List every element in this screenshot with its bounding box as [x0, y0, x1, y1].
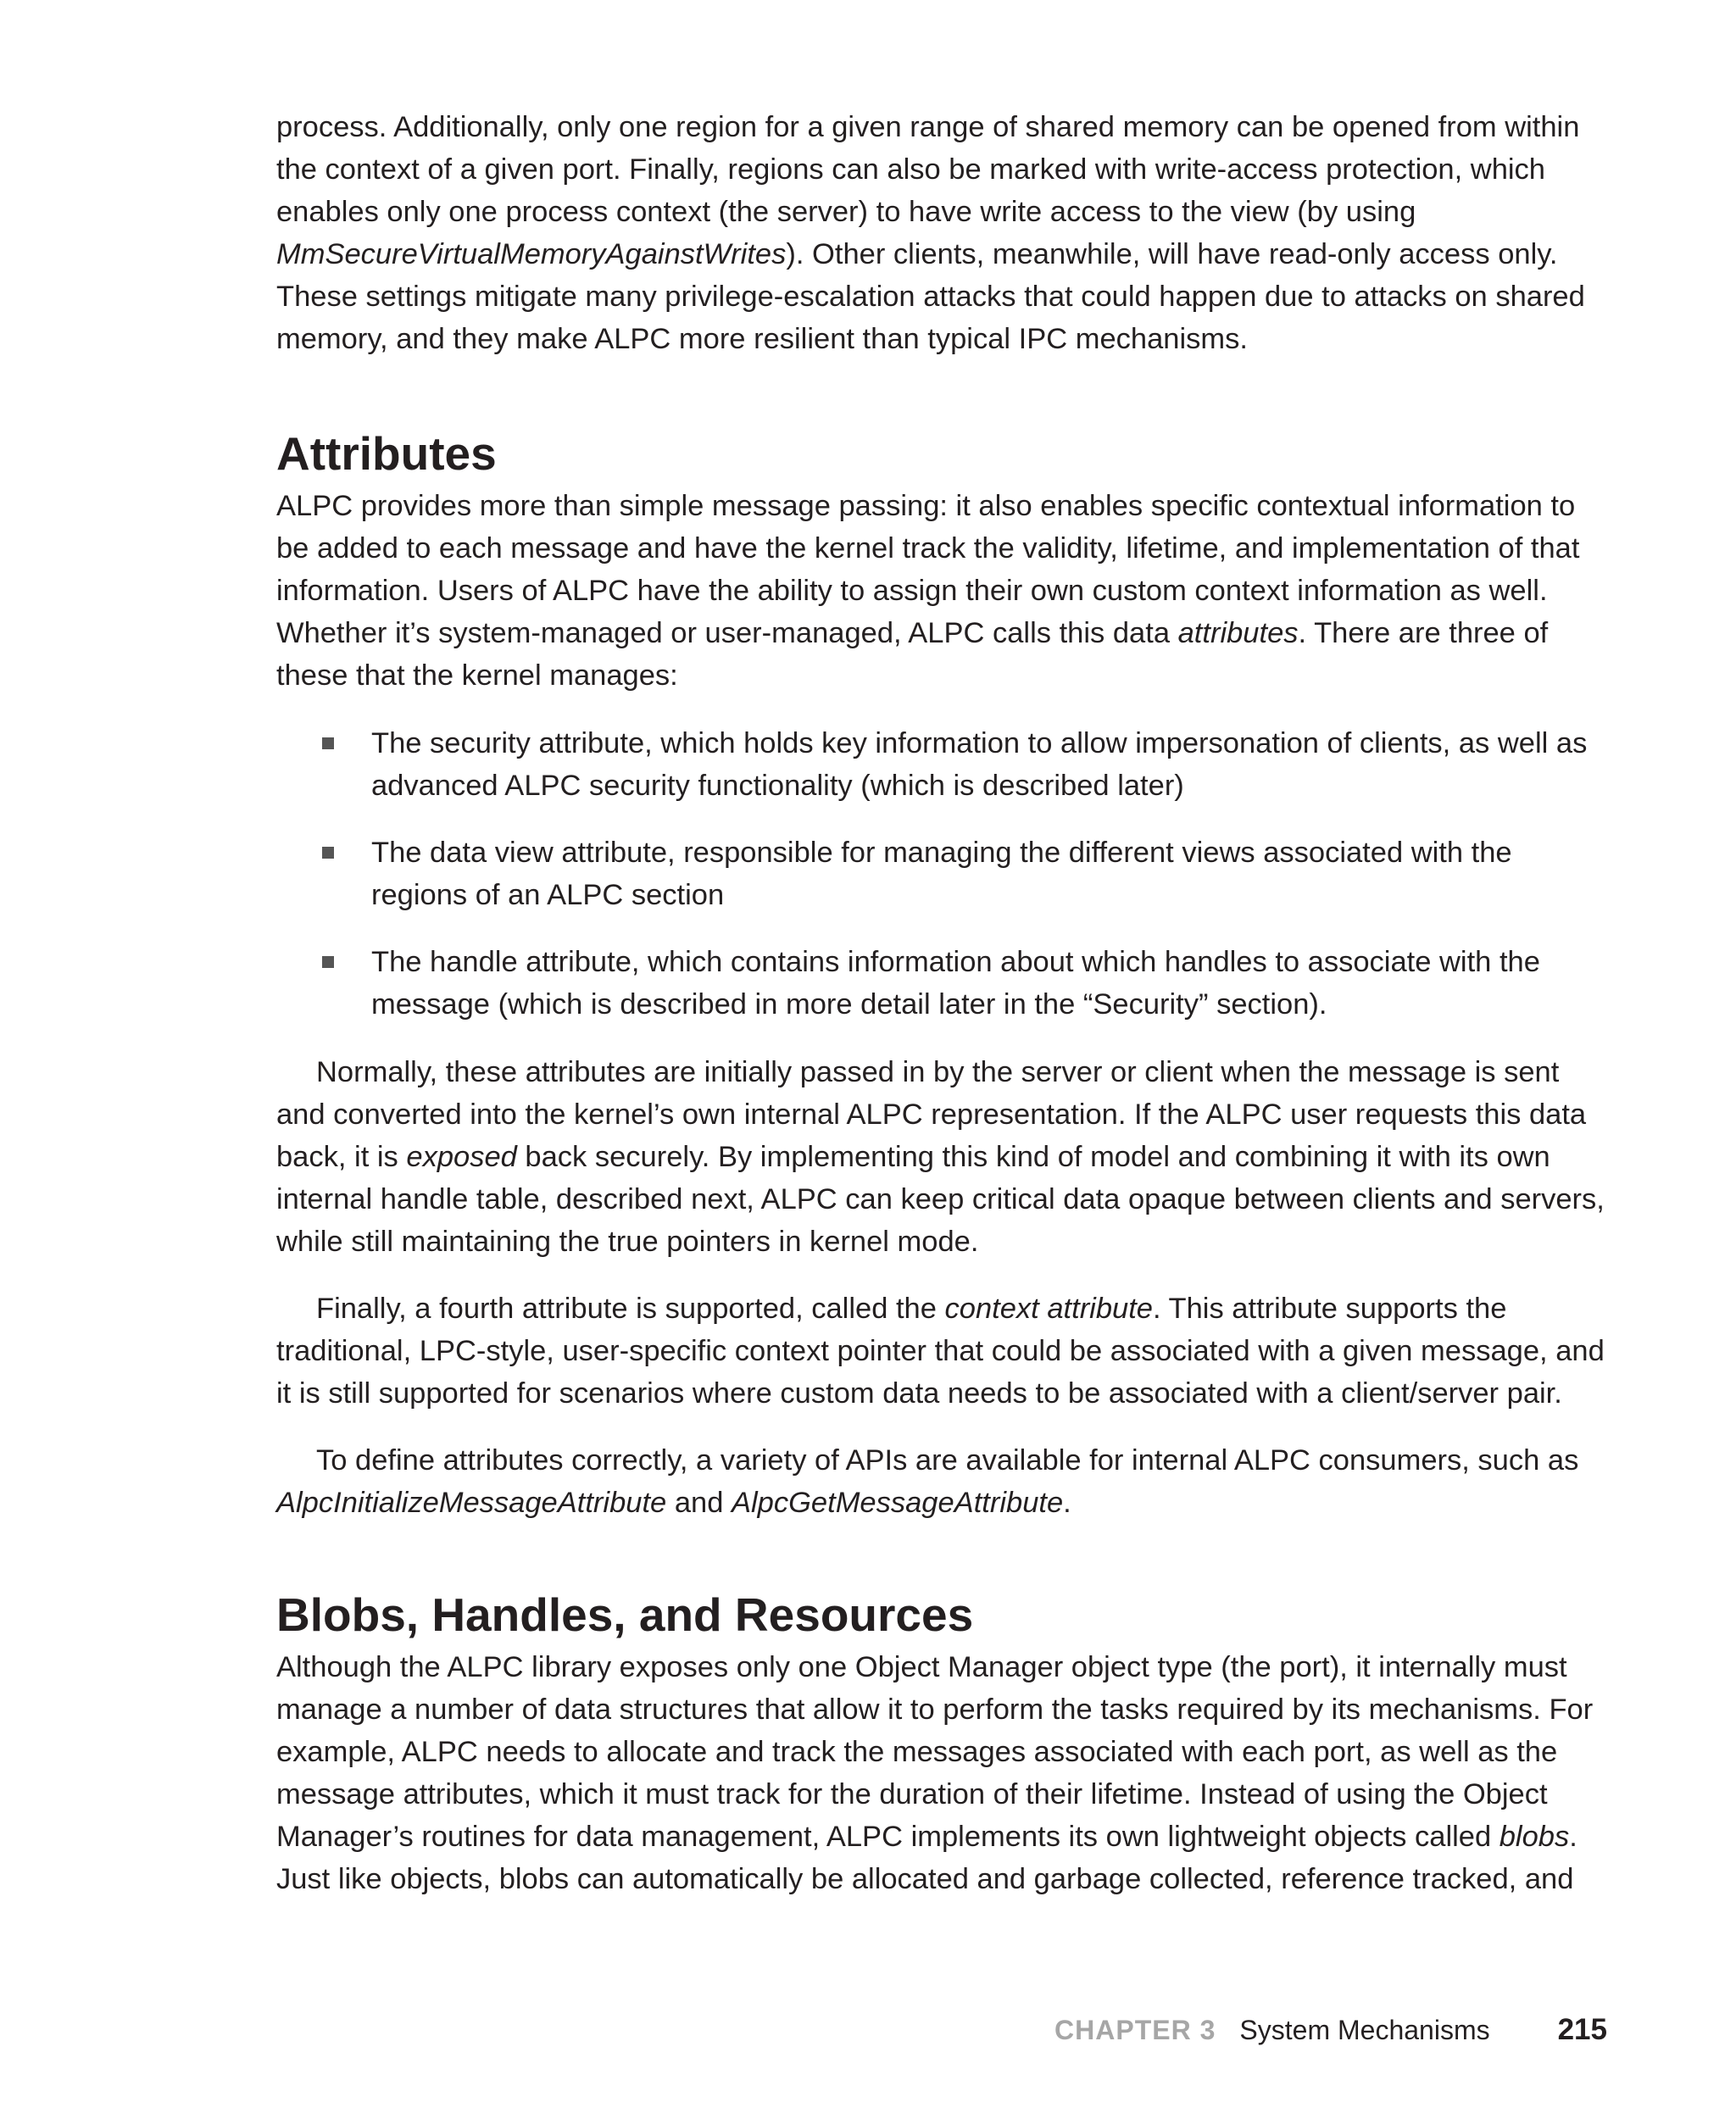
text-run: . This attribute supports the traditional, LPC-style, user-specific context pointer that could be associated with a given message, and it is still supported for scenarios where custom data needs to be associated with a client/server pair. — [276, 1293, 1605, 1410]
text-run: Although the ALPC library exposes only one Object Manager object type (the port), it internally must manage a number of data structures that allow it to perform the tasks required by its mechanisms. For example, ALPC needs to allocate and track the messages associated with each port, as well as the message attributes, which it must track for the duration of their lifetime. Instead of using the Object Manager’s routines for data management, ALPC implements its own lightweight objects called — [276, 1651, 1594, 1853]
square-bullet-icon — [322, 847, 334, 859]
text-run: back securely. By implementing this kind of model and combining it with its own internal handle table, described next, ALPC can keep critical data opaque between clients and servers, while still maintaining the true pointers in kernel mode. — [276, 1141, 1605, 1258]
text-run: and — [666, 1487, 732, 1519]
text-run: ). Other clients, meanwhile, will have read-only access only. These settings mitigate many privilege-escalation attacks that could happen due to attacks on shared memory, and they make ALPC more resilient than typical IPC mechanisms. — [276, 238, 1585, 355]
emphasis-function-name: AlpcGetMessageAttribute — [731, 1487, 1064, 1519]
list-item — [276, 831, 1607, 916]
emphasis-term: exposed — [406, 1141, 517, 1173]
section-heading-attributes: Attributes — [276, 427, 497, 480]
emphasis-term: context attribute — [944, 1293, 1153, 1325]
footer-chapter-title: System Mechanisms — [1239, 2015, 1490, 2045]
square-bullet-icon — [322, 737, 334, 749]
text-run: Normally, these attributes are initially passed in by the server or client when the message is sent and converted into the kernel’s own internal ALPC representation. If the ALPC user requests this data back, it is — [276, 1056, 1587, 1173]
emphasis-function-name: MmSecureVirtualMemoryAgainstWrites — [276, 238, 787, 270]
text-run: . — [1063, 1487, 1071, 1519]
text-run: Finally, a fourth attribute is supported, called the — [316, 1293, 945, 1325]
text-run: To define attributes correctly, a variety of APIs are available for internal ALPC consumers, such as — [316, 1444, 1579, 1477]
list-item-text: The data view attribute, responsible for managing the different views associated with the regions of an ALPC section — [371, 837, 1512, 911]
list-item-text: The handle attribute, which contains information about which handles to associate with the message (which is described in more detail later in the “Security” section). — [371, 946, 1540, 1021]
text-run: . Just like objects, blobs can automatically be allocated and garbage collected, reference tracked, and — [276, 1821, 1577, 1895]
list-item — [276, 941, 1607, 1026]
attributes-paragraph-3 — [276, 1288, 1607, 1415]
page-footer — [1054, 2009, 1607, 2051]
square-bullet-icon — [322, 956, 334, 968]
section-heading-blobs: Blobs, Handles, and Resources — [276, 1588, 974, 1641]
list-item — [276, 722, 1607, 807]
attributes-paragraph-1 — [276, 485, 1607, 697]
attributes-paragraph-4 — [276, 1439, 1607, 1524]
attribute-bullet-list — [276, 722, 1607, 1026]
text-run: process. Additionally, only one region for a given range of shared memory can be opened from within the context of a given port. Finally, regions can also be marked with write-access protection, which enables only one process context (the server) to have write access to the view (by using — [276, 111, 1580, 228]
page-number: 215 — [1557, 2013, 1607, 2046]
text-run: . There are three of these that the kernel manages: — [276, 617, 1549, 692]
emphasis-term: attributes — [1177, 617, 1299, 649]
text-run: ALPC provides more than simple message passing: it also enables specific contextual information to be added to each message and have the kernel track the validity, lifetime, and implementation of that information. Users of ALPC have the ability to assign their own custom context information as well. Whether it’s system-managed or user-managed, ALPC calls this data — [276, 490, 1580, 649]
footer-chapter-label: CHAPTER 3 — [1054, 2015, 1216, 2045]
emphasis-term: blobs — [1499, 1821, 1570, 1853]
page-body — [276, 106, 1607, 1900]
emphasis-function-name: AlpcInitializeMessageAttribute — [276, 1487, 667, 1519]
intro-paragraph — [276, 106, 1607, 360]
blobs-paragraph-1 — [276, 1646, 1607, 1900]
list-item-text: The security attribute, which holds key information to allow impersonation of clients, as well as advanced ALPC security functionality (which is described later) — [371, 727, 1588, 802]
attributes-paragraph-2 — [276, 1051, 1607, 1263]
